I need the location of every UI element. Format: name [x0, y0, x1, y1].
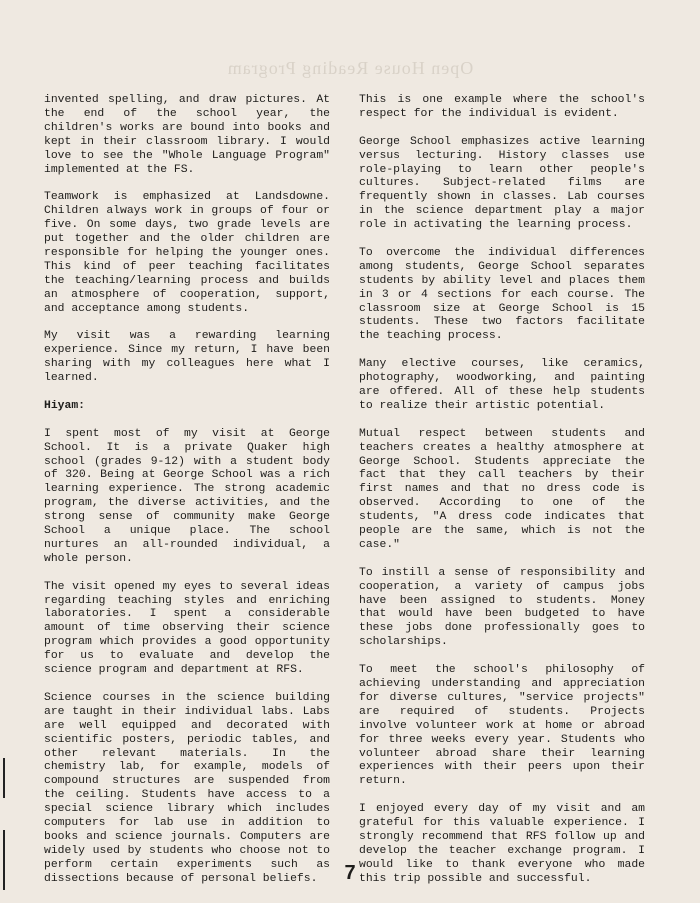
paragraph: To meet the school's philosophy of achieving understanding and appreciation for diverse cultures, "service projects" are required of students. Projects involve volunteer work at home or abroad for three weeks every year. Students who volunteer abroad share their learning experiences with their peers upon their return.: [359, 664, 645, 788]
paragraph: This is one example where the school's respect for the individual is evident.: [359, 94, 645, 120]
paragraph: Many elective courses, like ceramics, photography, woodworking, and painting are offered. All of these help students to realize their artistic potential.: [359, 358, 645, 412]
paragraph: Teamwork is emphasized at Landsdowne. Children always work in groups of four or five. On some days, two grade levels are put together and the older children are responsible for helping the younger ones. This kind of peer teaching facilitates the teaching/learning process and builds an atmosphere of cooperation, support, and acceptance among students.: [44, 191, 330, 315]
page-number: 7: [344, 862, 356, 884]
paragraph: To overcome the individual differences among students, George School separates students by ability level and places them in 3 or 4 sections for each course. The classroom size at George School is 15 students. These two factors facilitate the teaching process.: [359, 246, 645, 343]
paragraph: Science courses in the science building are taught in their individual labs. Labs are well equipped and decorated with scientific posters, periodic tables, and other relevant materials. In the chemistry lab, for example, models of compound structures are suspended from the ceiling. Students have access to a special science library which includes computers for lab use in addition to books and science journals. Computers are widely used by students who choose not to perform certain experiments such as dissections because of personal beliefs.: [44, 691, 330, 885]
left-column: [44, 94, 330, 900]
paragraph: George School emphasizes active learning versus lecturing. History classes use role-playing to learn other people's cultures. Subject-related films are frequently shown in classes. Lab courses in the science department play a major role in activating the learning process.: [359, 135, 645, 232]
right-column: [359, 94, 645, 900]
paragraph: My visit was a rewarding learning experience. Since my return, I have been sharing with my colleagues here what I learned.: [44, 330, 330, 385]
paragraph: To instill a sense of responsibility and cooperation, a variety of campus jobs have been assigned to students. Money that would have been budgeted to have these jobs done professionally goes to scholarships.: [359, 566, 645, 649]
bleed-through-text: Open House Reading Program: [226, 58, 474, 78]
paragraph: invented spelling, and draw pictures. At the end of the school year, the children's works are bound into books and kept in their classroom library. I would love to see the "Whole Language Program" implemented at the FS.: [44, 94, 330, 176]
binding-mark: [3, 758, 5, 798]
paragraph: Mutual respect between students and teachers creates a healthy atmosphere at George School. Students appreciate the fact that they call teachers by their first names and that no dress code is observed. According to one of the students, "A dress code indicates that people are the same, which is not the case.": [359, 427, 645, 551]
section-heading: Hiyam:: [44, 399, 86, 412]
paragraph: The visit opened my eyes to several ideas regarding teaching styles and enriching laboratories. I spent a considerable amount of time observing their science program which provides a good opportunity for us to evaluate and develop the science program and department at RFS.: [44, 580, 330, 677]
paragraph: I enjoyed every day of my visit and am grateful for this valuable experience. I strongly recommend that RFS follow up and develop the teacher exchange program. I would like to thank everyone who made this trip possible and successful.: [359, 803, 645, 885]
paragraph: I spent most of my visit at George School. It is a private Quaker high school (grades 9-12) with a student body of 320. Being at George School was a rich learning experience. The strong academic program, the diverse activities, and the strong sense of community make George School a unique place. The school nurtures an all-rounded individual, a whole person.: [44, 427, 330, 565]
